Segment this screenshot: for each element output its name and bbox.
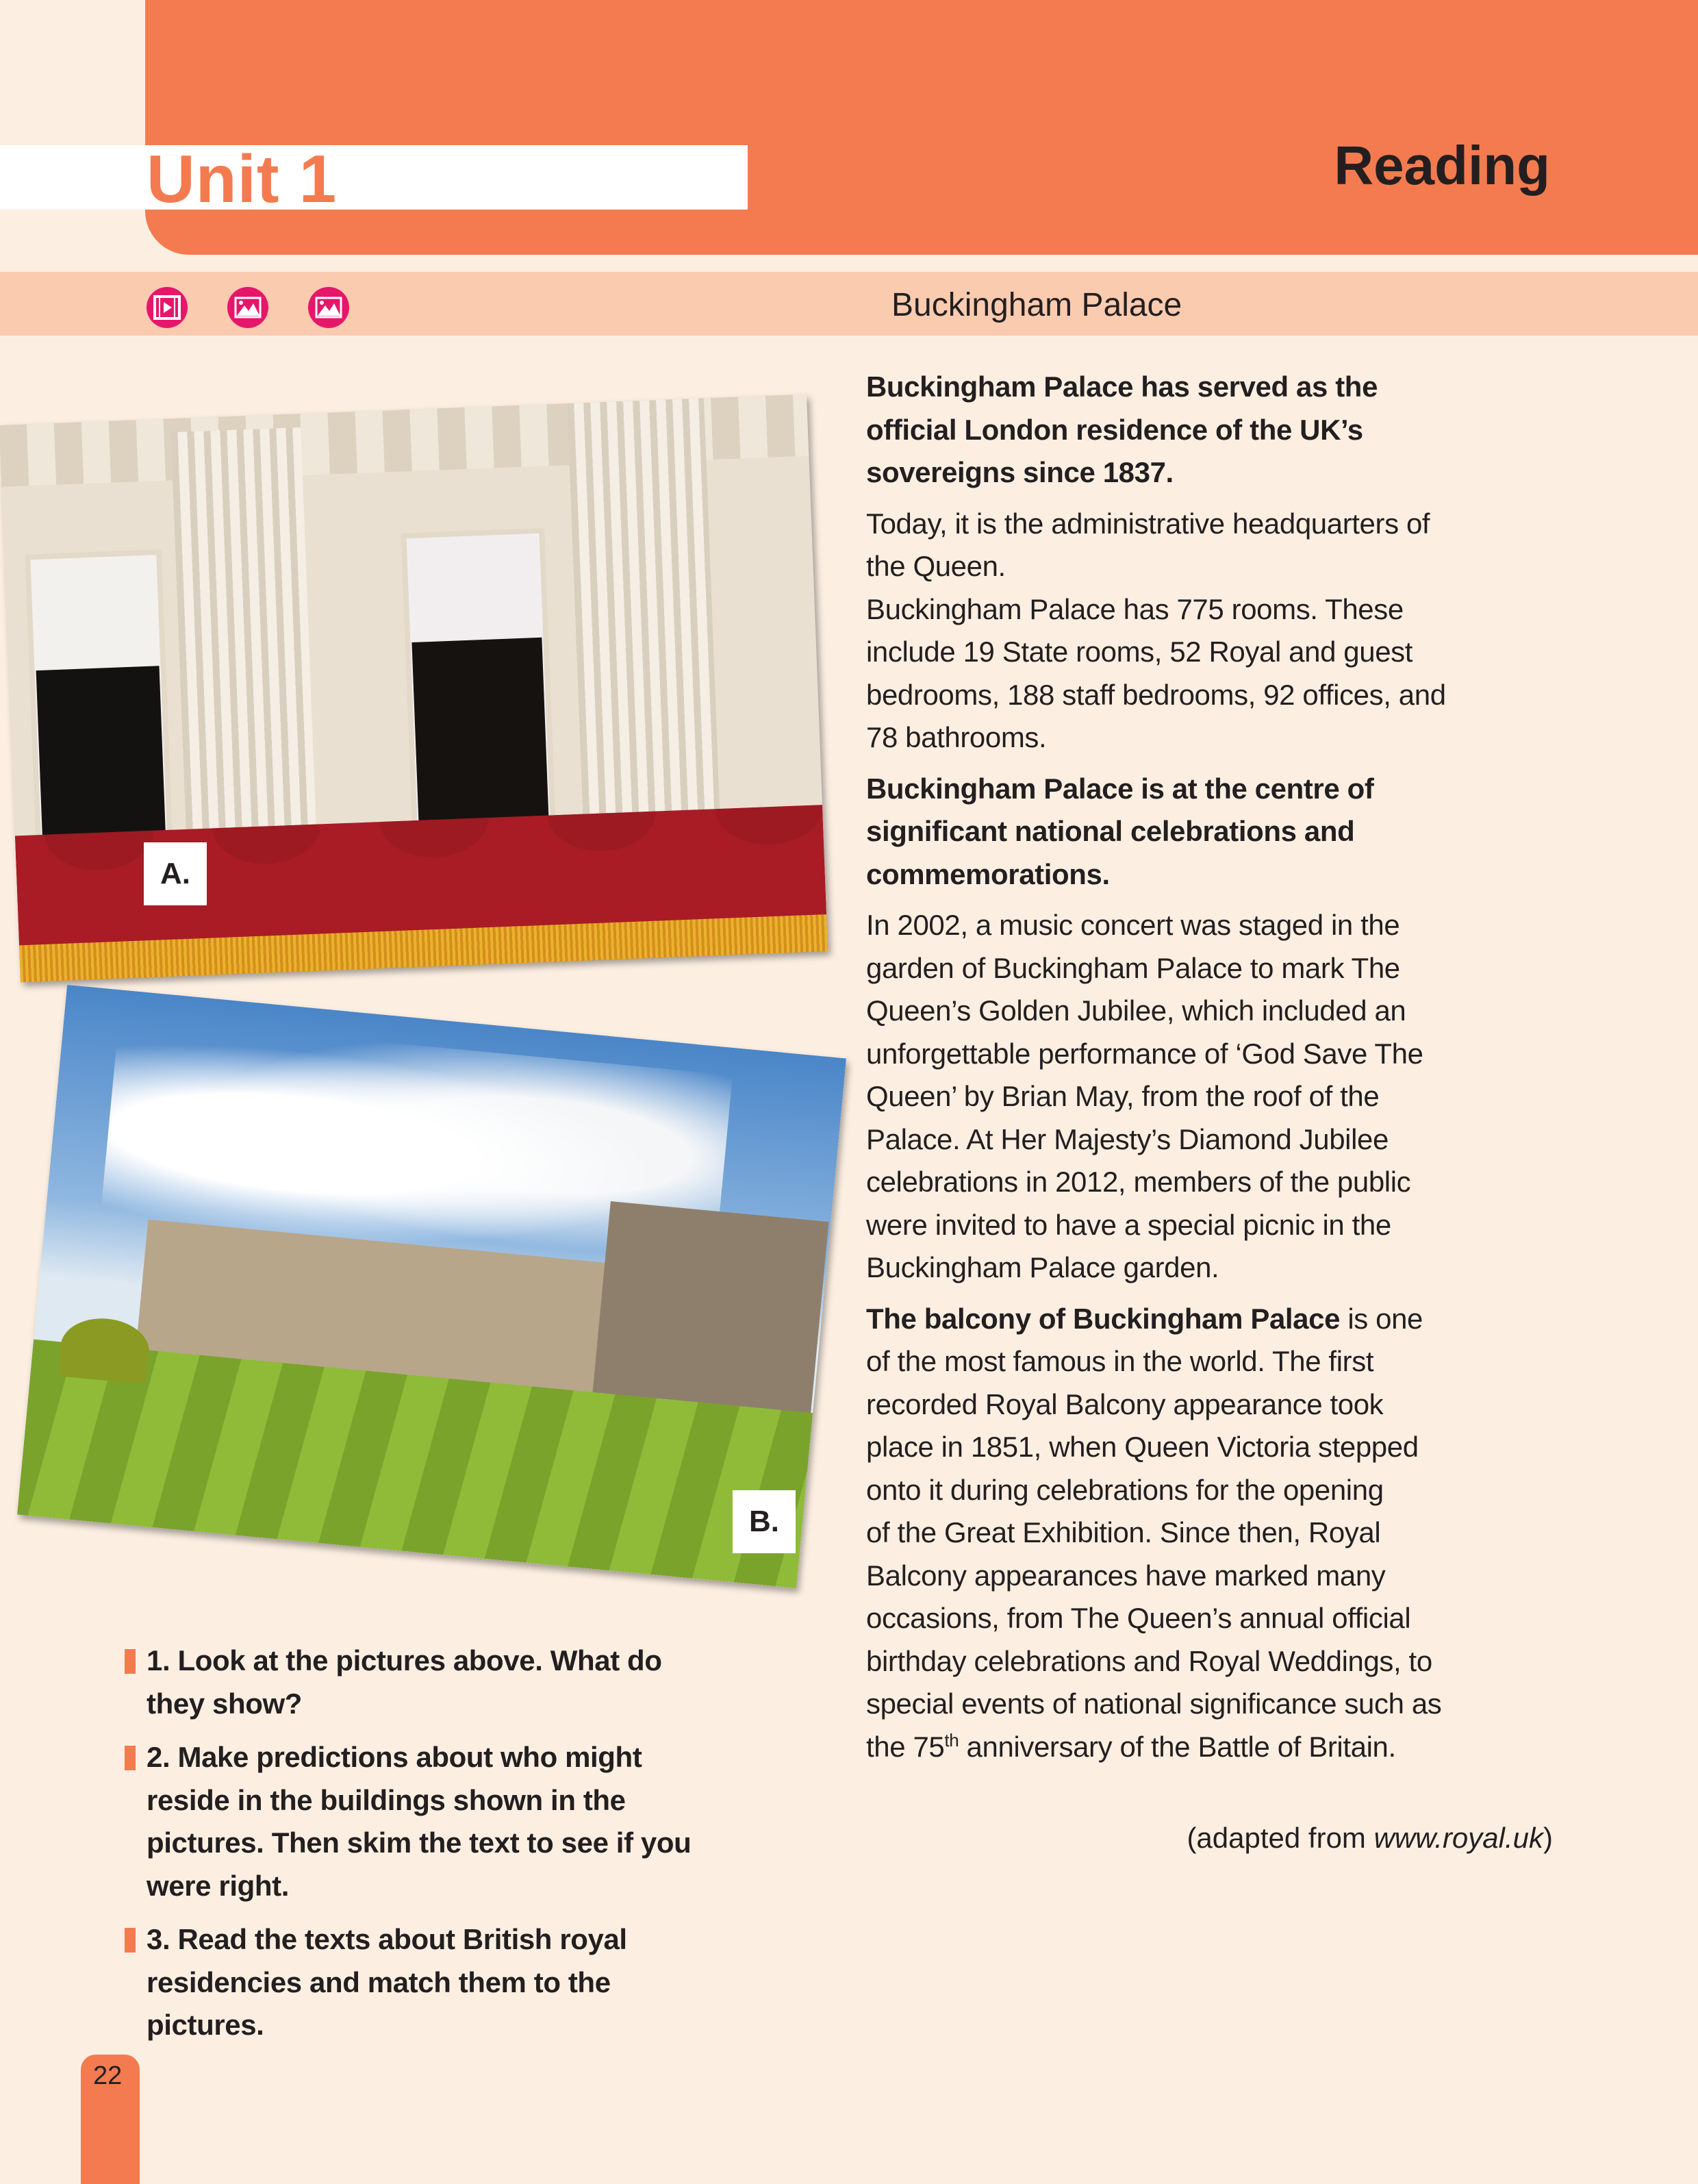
question-item (147, 1640, 831, 1725)
bullet-marker (125, 1928, 136, 1953)
text-line: 1. Look at the pictures above. What do (147, 1644, 662, 1677)
text-line: place in 1851, when Queen Victoria stepped (866, 1431, 1419, 1463)
text-span: is one (1340, 1302, 1423, 1335)
unit-bar (0, 145, 748, 210)
text-span: anniversary of the Battle of Britain. (959, 1730, 1396, 1763)
text-line: 2. Make predictions about who might (147, 1741, 642, 1773)
text-line (866, 1298, 1558, 1341)
text-line: were right. (147, 1869, 289, 1902)
text-line: pictures. (147, 2009, 264, 2041)
text-line: Today, it is the administrative headquarters of (866, 507, 1430, 540)
questions-list (147, 1640, 831, 2058)
text-line: Buckingham Palace has 775 rooms. These (866, 592, 1404, 625)
text-line: special events of national significance such as (866, 1687, 1442, 1720)
text-line: significant national celebrations and (866, 815, 1355, 847)
text-line: they show? (147, 1687, 303, 1720)
paragraph-intro-bold (866, 366, 1558, 494)
bullet-marker (125, 1649, 136, 1674)
text-line (866, 1726, 1558, 1769)
superscript: th (944, 1729, 959, 1750)
text-line: unforgettable performance of ‘God Save The (866, 1037, 1423, 1070)
header-banner (145, 0, 1698, 255)
unit-title: Unit 1 (147, 141, 338, 216)
text-line: Buckingham Palace garden. (866, 1251, 1219, 1283)
source-link[interactable]: www.royal.uk (1373, 1822, 1543, 1854)
bold-lead: The balcony of Buckingham Palace (866, 1302, 1341, 1335)
text-line: garden of Buckingham Palace to mark The (866, 951, 1400, 984)
image-icon[interactable] (227, 287, 268, 328)
image-a-label: A. (144, 842, 207, 905)
text-line: sovereigns since 1837. (866, 456, 1174, 488)
text-span: the 75 (866, 1730, 945, 1763)
image-b-label: B. (733, 1490, 796, 1553)
text-line: of the Great Exhibition. Since then, Royal (866, 1516, 1381, 1548)
article-body (866, 366, 1558, 1777)
text-line: of the most famous in the world. The first (866, 1345, 1374, 1377)
text-line: 3. Read the texts about British royal (147, 1923, 627, 1955)
text-line: official London residence of the UK’s (866, 413, 1363, 446)
text-line: onto it during celebrations for the opening (866, 1473, 1384, 1506)
image-icon[interactable] (308, 287, 349, 328)
text-line: residencies and match them to the (147, 1966, 611, 1998)
bullet-marker (125, 1746, 136, 1770)
text-line: commemorations. (866, 857, 1110, 890)
text-line: Queen’ by Brian May, from the roof of the (866, 1080, 1380, 1112)
text-line: recorded Royal Balcony appearance took (866, 1388, 1384, 1420)
question-item (147, 1918, 831, 2047)
balcony-photo (0, 394, 828, 983)
paragraph-balcony (866, 1298, 1558, 1769)
text-line: bedrooms, 188 staff bedrooms, 92 offices, and (866, 678, 1446, 711)
text-line: occasions, from The Queen’s annual official (866, 1602, 1411, 1634)
text-line: pictures. Then skim the text to see if you (147, 1827, 692, 1859)
paragraph-rooms (866, 503, 1558, 760)
text-line: reside in the buildings shown in the (147, 1783, 626, 1816)
text-line: celebrations in 2012, members of the public (866, 1166, 1411, 1198)
source-citation (1187, 1822, 1553, 1855)
text-line: Palace. At Her Majesty’s Diamond Jubilee (866, 1122, 1389, 1155)
text-line: 78 bathrooms. (866, 721, 1047, 753)
text-span: (adapted from (1187, 1822, 1374, 1854)
text-line: Queen’s Golden Jubilee, which included an (866, 994, 1406, 1027)
page-number: 22 (93, 2061, 123, 2090)
castle-photo (17, 985, 846, 1588)
article-title: Buckingham Palace (891, 287, 1182, 323)
paragraph-jubilee (866, 904, 1558, 1290)
paragraph-celebrations-bold (866, 768, 1558, 896)
text-line: Balcony appearances have marked many (866, 1559, 1386, 1592)
text-line: the Queen. (866, 550, 1006, 582)
video-icon[interactable] (147, 287, 188, 328)
text-line: were invited to have a special picnic in the (866, 1208, 1391, 1241)
section-title: Reading (1334, 135, 1550, 196)
text-line: include 19 State rooms, 52 Royal and guest (866, 636, 1413, 668)
text-line: Buckingham Palace has served as the (866, 371, 1378, 403)
text-line: In 2002, a music concert was staged in the (866, 909, 1400, 941)
text-line: Buckingham Palace is at the centre of (866, 772, 1374, 805)
question-item (147, 1736, 831, 1907)
text-line: birthday celebrations and Royal Weddings, to (866, 1644, 1432, 1677)
text-span: ) (1543, 1822, 1553, 1854)
